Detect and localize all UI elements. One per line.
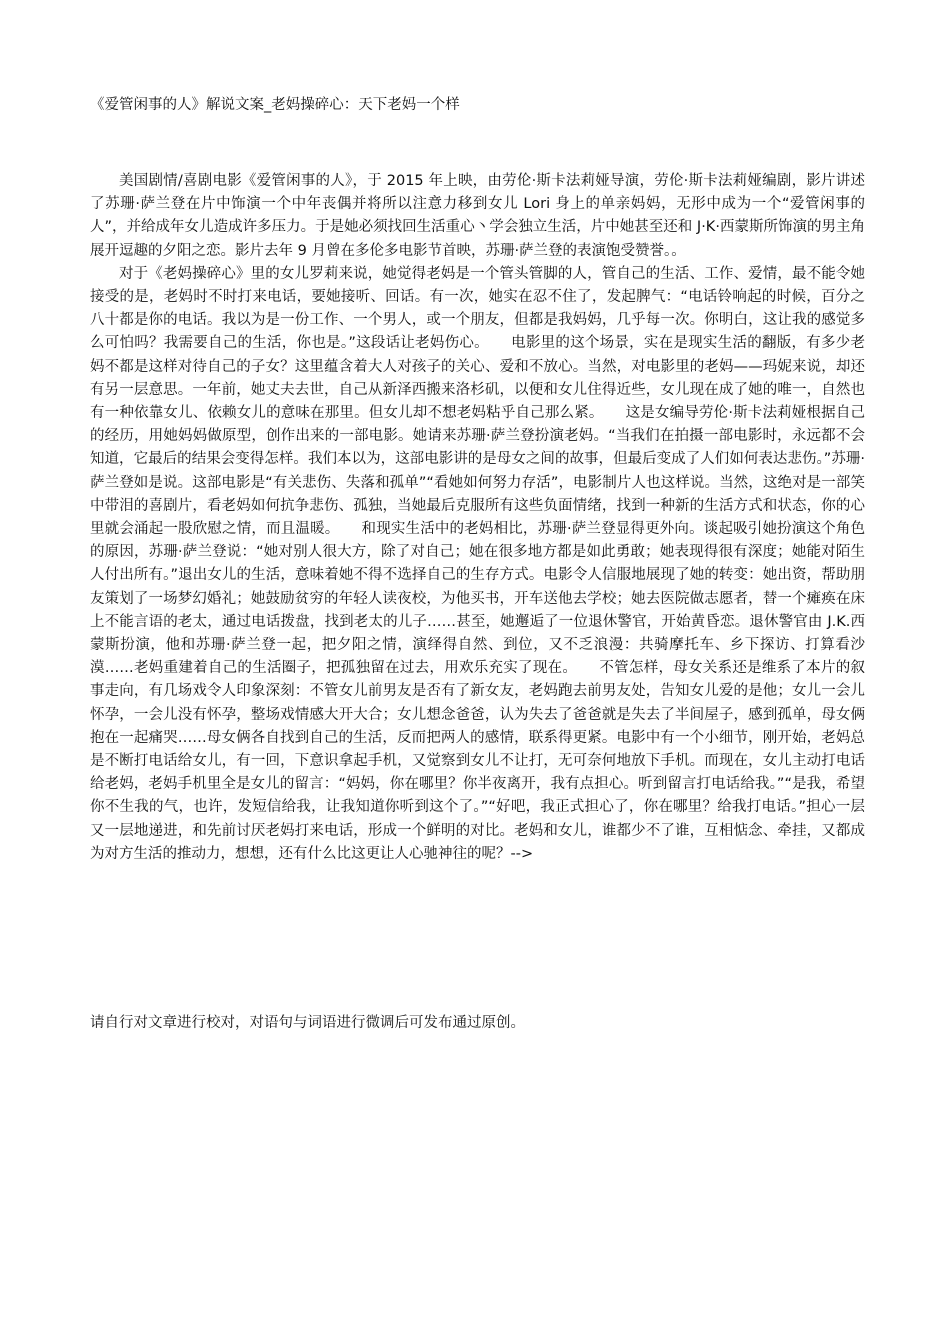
article-paragraph-intro: 美国剧情/喜剧电影《爱管闲事的人》，于 2015 年上映，由劳伦·斯卡法莉娅导演，劳伦·斯卡法莉娅编剧，影片讲述了苏珊·萨兰登在片中饰演一个中年丧偶并将所以注意力移到女儿 Lori 身上的单亲妈妈，无形中成为一个“爱管闲事的人”，并给成年女儿造成许多压力。于是她必须找回生活重心丶学会独立生活，片中她甚至还和 J·K·西蒙斯所饰演的男主角展开逗趣的夕阳之恋。影片去年 9 月曾在多伦多电影节首映，苏珊·萨兰登的表演饱受赞誉。。 [90,173,865,259]
article-body [90,170,865,866]
document-title: 《爱管闲事的人》解说文案_老妈操碎心：天下老妈一个样 [90,97,460,113]
proofread-note: 请自行对文章进行校对，对语句与词语进行微调后可发布通过原创。 [90,1015,525,1031]
article-paragraph-main: 对于《老妈操碎心》里的女儿罗莉来说，她觉得老妈是一个管头管脚的人，管自己的生活、工作、爱情，最不能令她接受的是，老妈时不时打来电话，要她接听、回话。有一次，她实在忍不住了，发起脾气：“电话铃响起的时候，百分之八十都是你的电话。我以为是一份工作、一个男人，或一个朋友，但都是我妈妈，几乎每一次。你明白，这让我的感觉多么可怕吗？我需要自己的生活，你也是。”这段话让老妈伤心。 电影里的这个场景，实在是现实生活的翻版，有多少老妈不都是这样对待自己的子女？这里蕴含着大人对孩子的关心、爱和不放心。当然，对电影里的老妈——玛妮来说，却还有另一层意思。一年前，她丈夫去世，自己从新泽西搬来洛杉矶，以便和女儿住得近些，女儿现在成了她的唯一，自然也有一种依靠女儿、依赖女儿的意味在那里。但女儿却不想老妈粘乎自己那么紧。 这是女编导劳伦·斯卡法莉娅根据自己的经历，用她妈妈做原型，创作出来的一部电影。她请来苏珊·萨兰登扮演老妈。“当我们在拍摄一部电影时，永远都不会知道，它最后的结果会变得怎样。我们本以为，这部电影讲的是母女之间的故事，但最后变成了人们如何表达悲伤。”苏珊·萨兰登如是说。这部电影是“有关悲伤、失落和孤单”“看她如何努力存活”，电影制片人也这样说。当然，这绝对是一部笑中带泪的喜剧片，看老妈如何抗争悲伤、孤独，当她最后克服所有这些负面情绪，找到一种新的生活方式和状态，你的心里就会涌起一股欣慰之情，而且温暖。 和现实生活中的老妈相比，苏珊·萨兰登显得更外向。谈起吸引她扮演这个角色的原因，苏珊·萨兰登说：“她对别人很大方，除了对自己；她在很多地方都是如此勇敢；她表现得很有深度；她能对陌生人付出所有。”退出女儿的生活，意味着她不得不选择自己的生存方式。电影令人信服地展现了她的转变：她出资，帮助朋友策划了一场梦幻婚礼；她鼓励贫穷的年轻人读夜校，为他买书，开车送他去学校；她去医院做志愿者，替一个瘫痪在床上不能言语的老太，通过电话拨盘，找到老太的儿子……甚至，她邂逅了一位退休警官，开始黄昏恋。退休警官由 J.K.西蒙斯扮演，他和苏珊·萨兰登一起，把夕阳之情，演绎得自然、到位，又不乏浪漫：共骑摩托车、乡下探访、打算看沙漠……老妈重建着自己的生活圈子，把孤独留在过去，用欢乐充实了现在。 不管怎样，母女关系还是维系了本片的叙事走向，有几场戏令人印象深刻：不管女儿前男友是否有了新女友，老妈跑去前男友处，告知女儿爱的是他；女儿一会儿怀孕，一会儿没有怀孕，整场戏情感大开大合；女儿想念爸爸，认为失去了爸爸就是失去了半间屋子，感到孤单，母女俩抱在一起痛哭……母女俩各自找到自己的生活，反而把两人的感情，联系得更紧。电影中有一个小细节，刚开始，老妈总是不断打电话给女儿，有一回，下意识拿起手机，又觉察到女儿不让打，无可奈何地放下手机。而现在，女儿主动打电话给老妈，老妈手机里全是女儿的留言：“妈妈，你在哪里？你半夜离开，我有点担心。听到留言打电话给我。”“是我，希望你不生我的气，也许，发短信给我，让我知道你听到这个了。”“好吧，我正式担心了，你在哪里？给我打电话。”担心一层又一层地递进，和先前讨厌老妈打来电话，形成一个鲜明的对比。老妈和女儿，谁都少不了谁，互相惦念、牵挂，又都成为对方生活的推动力，想想，还有什么比这更让人心驰神往的呢？--> [90,265,865,862]
